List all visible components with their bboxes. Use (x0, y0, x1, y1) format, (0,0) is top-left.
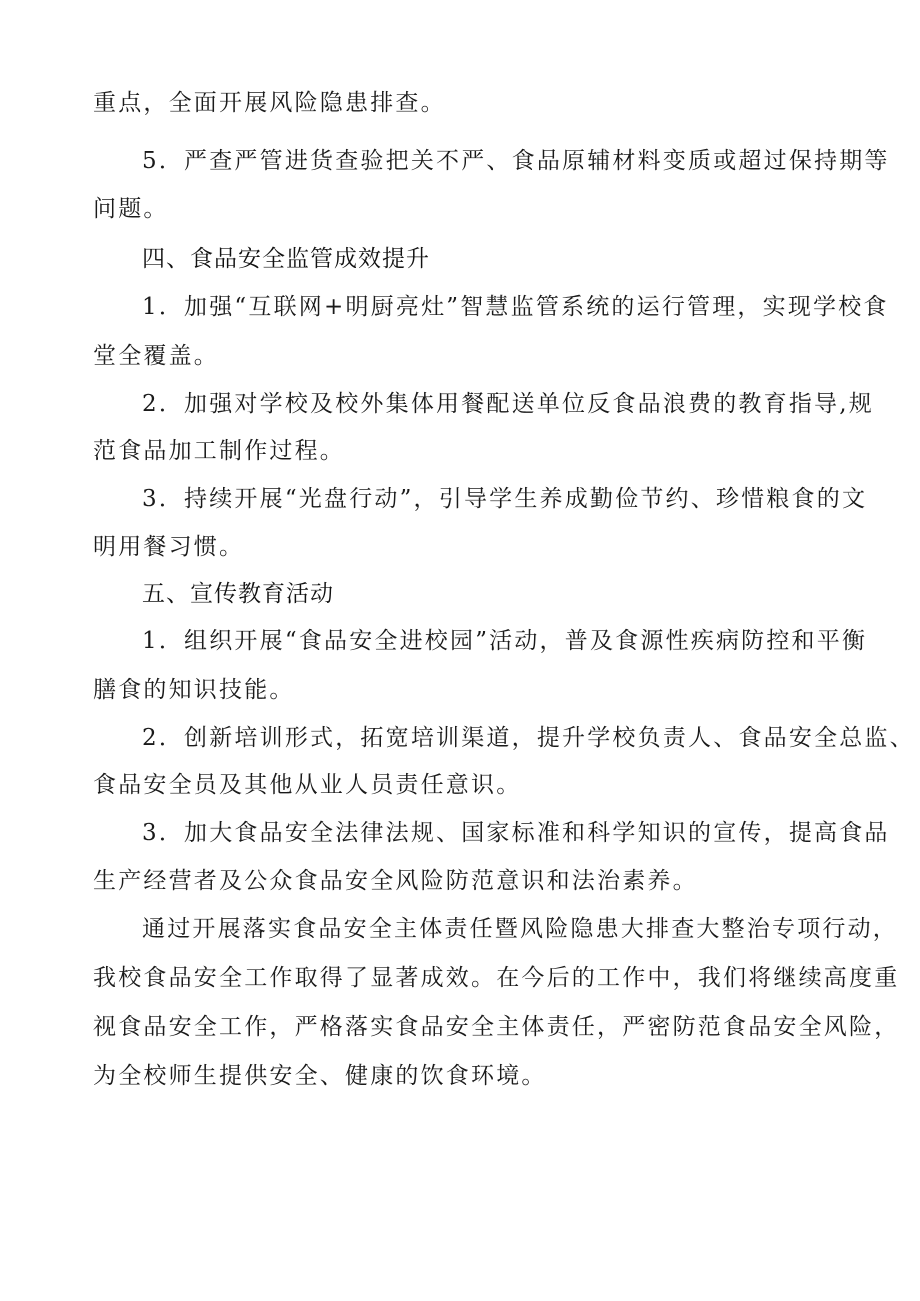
paragraph-line: 5．严查严管进货查验把关不严、食品原辅材料变质或超过保持期等 (142, 148, 890, 174)
paragraph-line: 视食品安全工作，严格落实食品安全主体责任，严密防范食品安全风险， (93, 1014, 900, 1040)
paragraph-line: 我校食品安全工作取得了显著成效。在今后的工作中，我们将继续高度重 (93, 965, 900, 991)
paragraph-line: 膳食的知识技能。 (93, 677, 295, 703)
paragraph-line: 2．创新培训形式，拓宽培训渠道，提升学校负责人、食品安全总监、 (142, 725, 915, 751)
paragraph-line: 为全校师生提供安全、健康的饮食环境。 (93, 1063, 547, 1089)
paragraph-line: 1．加强“互联网+明厨亮灶”智慧监管系统的运行管理，实现学校食 (142, 294, 889, 320)
paragraph-line: 食品安全员及其他从业人员责任意识。 (93, 772, 522, 798)
paragraph-line: 问题。 (93, 196, 169, 222)
paragraph-line: 1．组织开展“食品安全进校园”活动，普及食源性疾病防控和平衡 (142, 628, 868, 654)
paragraph-line: 重点，全面开展风险隐患排查。 (93, 90, 446, 116)
section-heading: 四、食品安全监管成效提升 (142, 246, 430, 272)
paragraph-line: 3．加大食品安全法律法规、国家标准和科学知识的宣传，提高食品 (142, 820, 890, 846)
paragraph-line: 3．持续开展“光盘行动”，引导学生养成勤俭节约、珍惜粮食的文 (142, 486, 868, 512)
section-heading: 五、宣传教育活动 (142, 581, 334, 607)
paragraph-line: 堂全覆盖。 (93, 343, 219, 369)
paragraph-line: 2．加强对学校及校外集体用餐配送单位反食品浪费的教育指导,规 (142, 391, 874, 417)
paragraph-line: 范食品加工制作过程。 (93, 438, 345, 464)
paragraph-line: 通过开展落实食品安全主体责任暨风险隐患大排查大整治专项行动， (142, 916, 898, 942)
paragraph-line: 明用餐习惯。 (93, 534, 245, 560)
paragraph-line: 生产经营者及公众食品安全风险防范意识和法治素养。 (93, 868, 698, 894)
